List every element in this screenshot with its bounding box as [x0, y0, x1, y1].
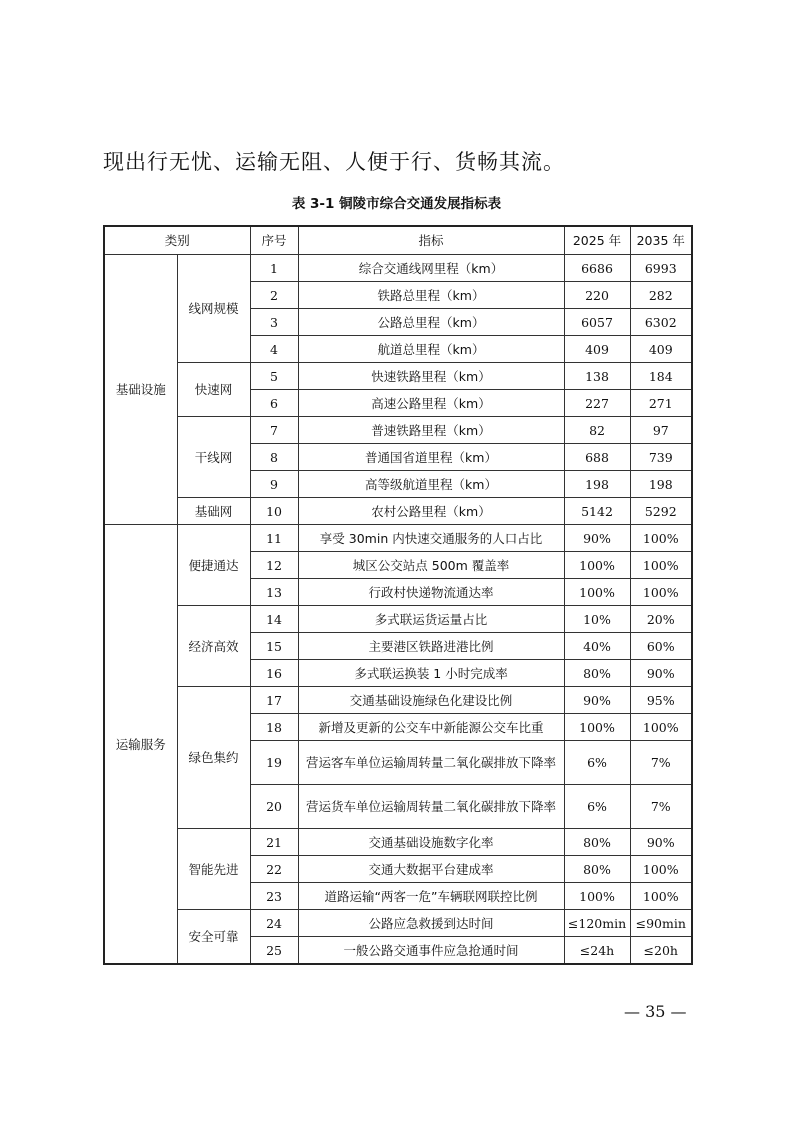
indicator-table [103, 225, 693, 965]
row-index: 6 [250, 390, 298, 417]
indicator-name: 交通基础设施数字化率 [298, 829, 564, 856]
indicator-name: 营运客车单位运输周转量二氧化碳排放下降率 [298, 741, 564, 785]
indicator-name: 综合交通线网里程（km） [298, 255, 564, 282]
value-2035: 6302 [630, 309, 692, 336]
table-row [104, 363, 692, 390]
row-index: 17 [250, 687, 298, 714]
subgroup-cell: 线网规模 [177, 255, 250, 363]
row-index: 11 [250, 525, 298, 552]
value-2035: 95% [630, 687, 692, 714]
value-2025: 5142 [564, 498, 630, 525]
subgroup-cell: 干线网 [177, 417, 250, 498]
row-index: 12 [250, 552, 298, 579]
value-2035: 90% [630, 829, 692, 856]
row-index: 14 [250, 606, 298, 633]
value-2035: 739 [630, 444, 692, 471]
row-index: 20 [250, 785, 298, 829]
subgroup-cell: 安全可靠 [177, 910, 250, 965]
subgroup-cell: 智能先进 [177, 829, 250, 910]
row-index: 9 [250, 471, 298, 498]
value-2025: 6% [564, 785, 630, 829]
header-index: 序号 [250, 226, 298, 255]
value-2035: ≤20h [630, 937, 692, 965]
value-2035: 7% [630, 785, 692, 829]
indicator-name: 公路应急救援到达时间 [298, 910, 564, 937]
group-cell: 运输服务 [104, 525, 177, 965]
row-index: 16 [250, 660, 298, 687]
table-row [104, 606, 692, 633]
group-cell: 基础设施 [104, 255, 177, 525]
row-index: 25 [250, 937, 298, 965]
header-category: 类别 [104, 226, 250, 255]
value-2035: ≤90min [630, 910, 692, 937]
indicator-name: 一般公路交通事件应急抢通时间 [298, 937, 564, 965]
value-2035: 100% [630, 856, 692, 883]
value-2025: 198 [564, 471, 630, 498]
value-2025: 227 [564, 390, 630, 417]
indicator-name: 普速铁路里程（km） [298, 417, 564, 444]
value-2035: 5292 [630, 498, 692, 525]
value-2025: 688 [564, 444, 630, 471]
value-2025: 40% [564, 633, 630, 660]
header-2035: 2035 年 [630, 226, 692, 255]
row-index: 15 [250, 633, 298, 660]
value-2025: 6% [564, 741, 630, 785]
indicator-name: 营运货车单位运输周转量二氧化碳排放下降率 [298, 785, 564, 829]
value-2025: ≤24h [564, 937, 630, 965]
value-2035: 100% [630, 579, 692, 606]
indicator-name: 铁路总里程（km） [298, 282, 564, 309]
table-row [104, 829, 692, 856]
value-2025: 100% [564, 714, 630, 741]
table-caption: 表 3-1 铜陵市综合交通发展指标表 [291, 196, 502, 212]
row-index: 24 [250, 910, 298, 937]
value-2025: 6686 [564, 255, 630, 282]
value-2035: 198 [630, 471, 692, 498]
value-2035: 282 [630, 282, 692, 309]
intro-paragraph: 现出行无忧、运输无阻、人便于行、货畅其流。 [103, 150, 565, 174]
value-2025: 80% [564, 856, 630, 883]
value-2035: 100% [630, 525, 692, 552]
value-2025: 90% [564, 687, 630, 714]
indicator-name: 新增及更新的公交车中新能源公交车比重 [298, 714, 564, 741]
row-index: 7 [250, 417, 298, 444]
value-2035: 409 [630, 336, 692, 363]
value-2025: 100% [564, 579, 630, 606]
value-2025: 82 [564, 417, 630, 444]
indicator-name: 高等级航道里程（km） [298, 471, 564, 498]
row-index: 22 [250, 856, 298, 883]
value-2025: 100% [564, 552, 630, 579]
value-2035: 100% [630, 883, 692, 910]
indicator-name: 快速铁路里程（km） [298, 363, 564, 390]
value-2025: 220 [564, 282, 630, 309]
row-index: 18 [250, 714, 298, 741]
page-number: — 35 — [624, 1002, 687, 1021]
row-index: 5 [250, 363, 298, 390]
value-2035: 271 [630, 390, 692, 417]
indicator-name: 高速公路里程（km） [298, 390, 564, 417]
indicator-name: 多式联运货运量占比 [298, 606, 564, 633]
value-2025: 10% [564, 606, 630, 633]
table-row [104, 687, 692, 714]
value-2025: 100% [564, 883, 630, 910]
row-index: 3 [250, 309, 298, 336]
header-indicator: 指标 [298, 226, 564, 255]
indicator-name: 交通基础设施绿色化建设比例 [298, 687, 564, 714]
subgroup-cell: 便捷通达 [177, 525, 250, 606]
value-2035: 60% [630, 633, 692, 660]
row-index: 4 [250, 336, 298, 363]
indicator-name: 多式联运换装 1 小时完成率 [298, 660, 564, 687]
subgroup-cell: 基础网 [177, 498, 250, 525]
table-row [104, 525, 692, 552]
table-row [104, 255, 692, 282]
row-index: 10 [250, 498, 298, 525]
table-header-row [104, 226, 692, 255]
table-row [104, 498, 692, 525]
value-2025: 80% [564, 660, 630, 687]
table-row [104, 910, 692, 937]
subgroup-cell: 绿色集约 [177, 687, 250, 829]
row-index: 21 [250, 829, 298, 856]
value-2035: 184 [630, 363, 692, 390]
value-2025: 90% [564, 525, 630, 552]
value-2035: 100% [630, 714, 692, 741]
indicator-name: 行政村快递物流通达率 [298, 579, 564, 606]
indicator-name: 普通国省道里程（km） [298, 444, 564, 471]
row-index: 23 [250, 883, 298, 910]
row-index: 1 [250, 255, 298, 282]
row-index: 19 [250, 741, 298, 785]
value-2025: 80% [564, 829, 630, 856]
indicator-name: 主要港区铁路进港比例 [298, 633, 564, 660]
value-2035: 6993 [630, 255, 692, 282]
value-2035: 7% [630, 741, 692, 785]
indicator-name: 公路总里程（km） [298, 309, 564, 336]
row-index: 8 [250, 444, 298, 471]
subgroup-cell: 经济高效 [177, 606, 250, 687]
value-2035: 90% [630, 660, 692, 687]
row-index: 13 [250, 579, 298, 606]
indicator-name: 享受 30min 内快速交通服务的人口占比 [298, 525, 564, 552]
indicator-name: 交通大数据平台建成率 [298, 856, 564, 883]
value-2035: 20% [630, 606, 692, 633]
value-2025: ≤120min [564, 910, 630, 937]
indicator-name: 城区公交站点 500m 覆盖率 [298, 552, 564, 579]
value-2035: 97 [630, 417, 692, 444]
value-2025: 138 [564, 363, 630, 390]
row-index: 2 [250, 282, 298, 309]
indicator-name: 航道总里程（km） [298, 336, 564, 363]
indicator-name: 道路运输“两客一危”车辆联网联控比例 [298, 883, 564, 910]
header-2025: 2025 年 [564, 226, 630, 255]
table-row [104, 417, 692, 444]
value-2025: 409 [564, 336, 630, 363]
indicator-name: 农村公路里程（km） [298, 498, 564, 525]
value-2035: 100% [630, 552, 692, 579]
value-2025: 6057 [564, 309, 630, 336]
subgroup-cell: 快速网 [177, 363, 250, 417]
